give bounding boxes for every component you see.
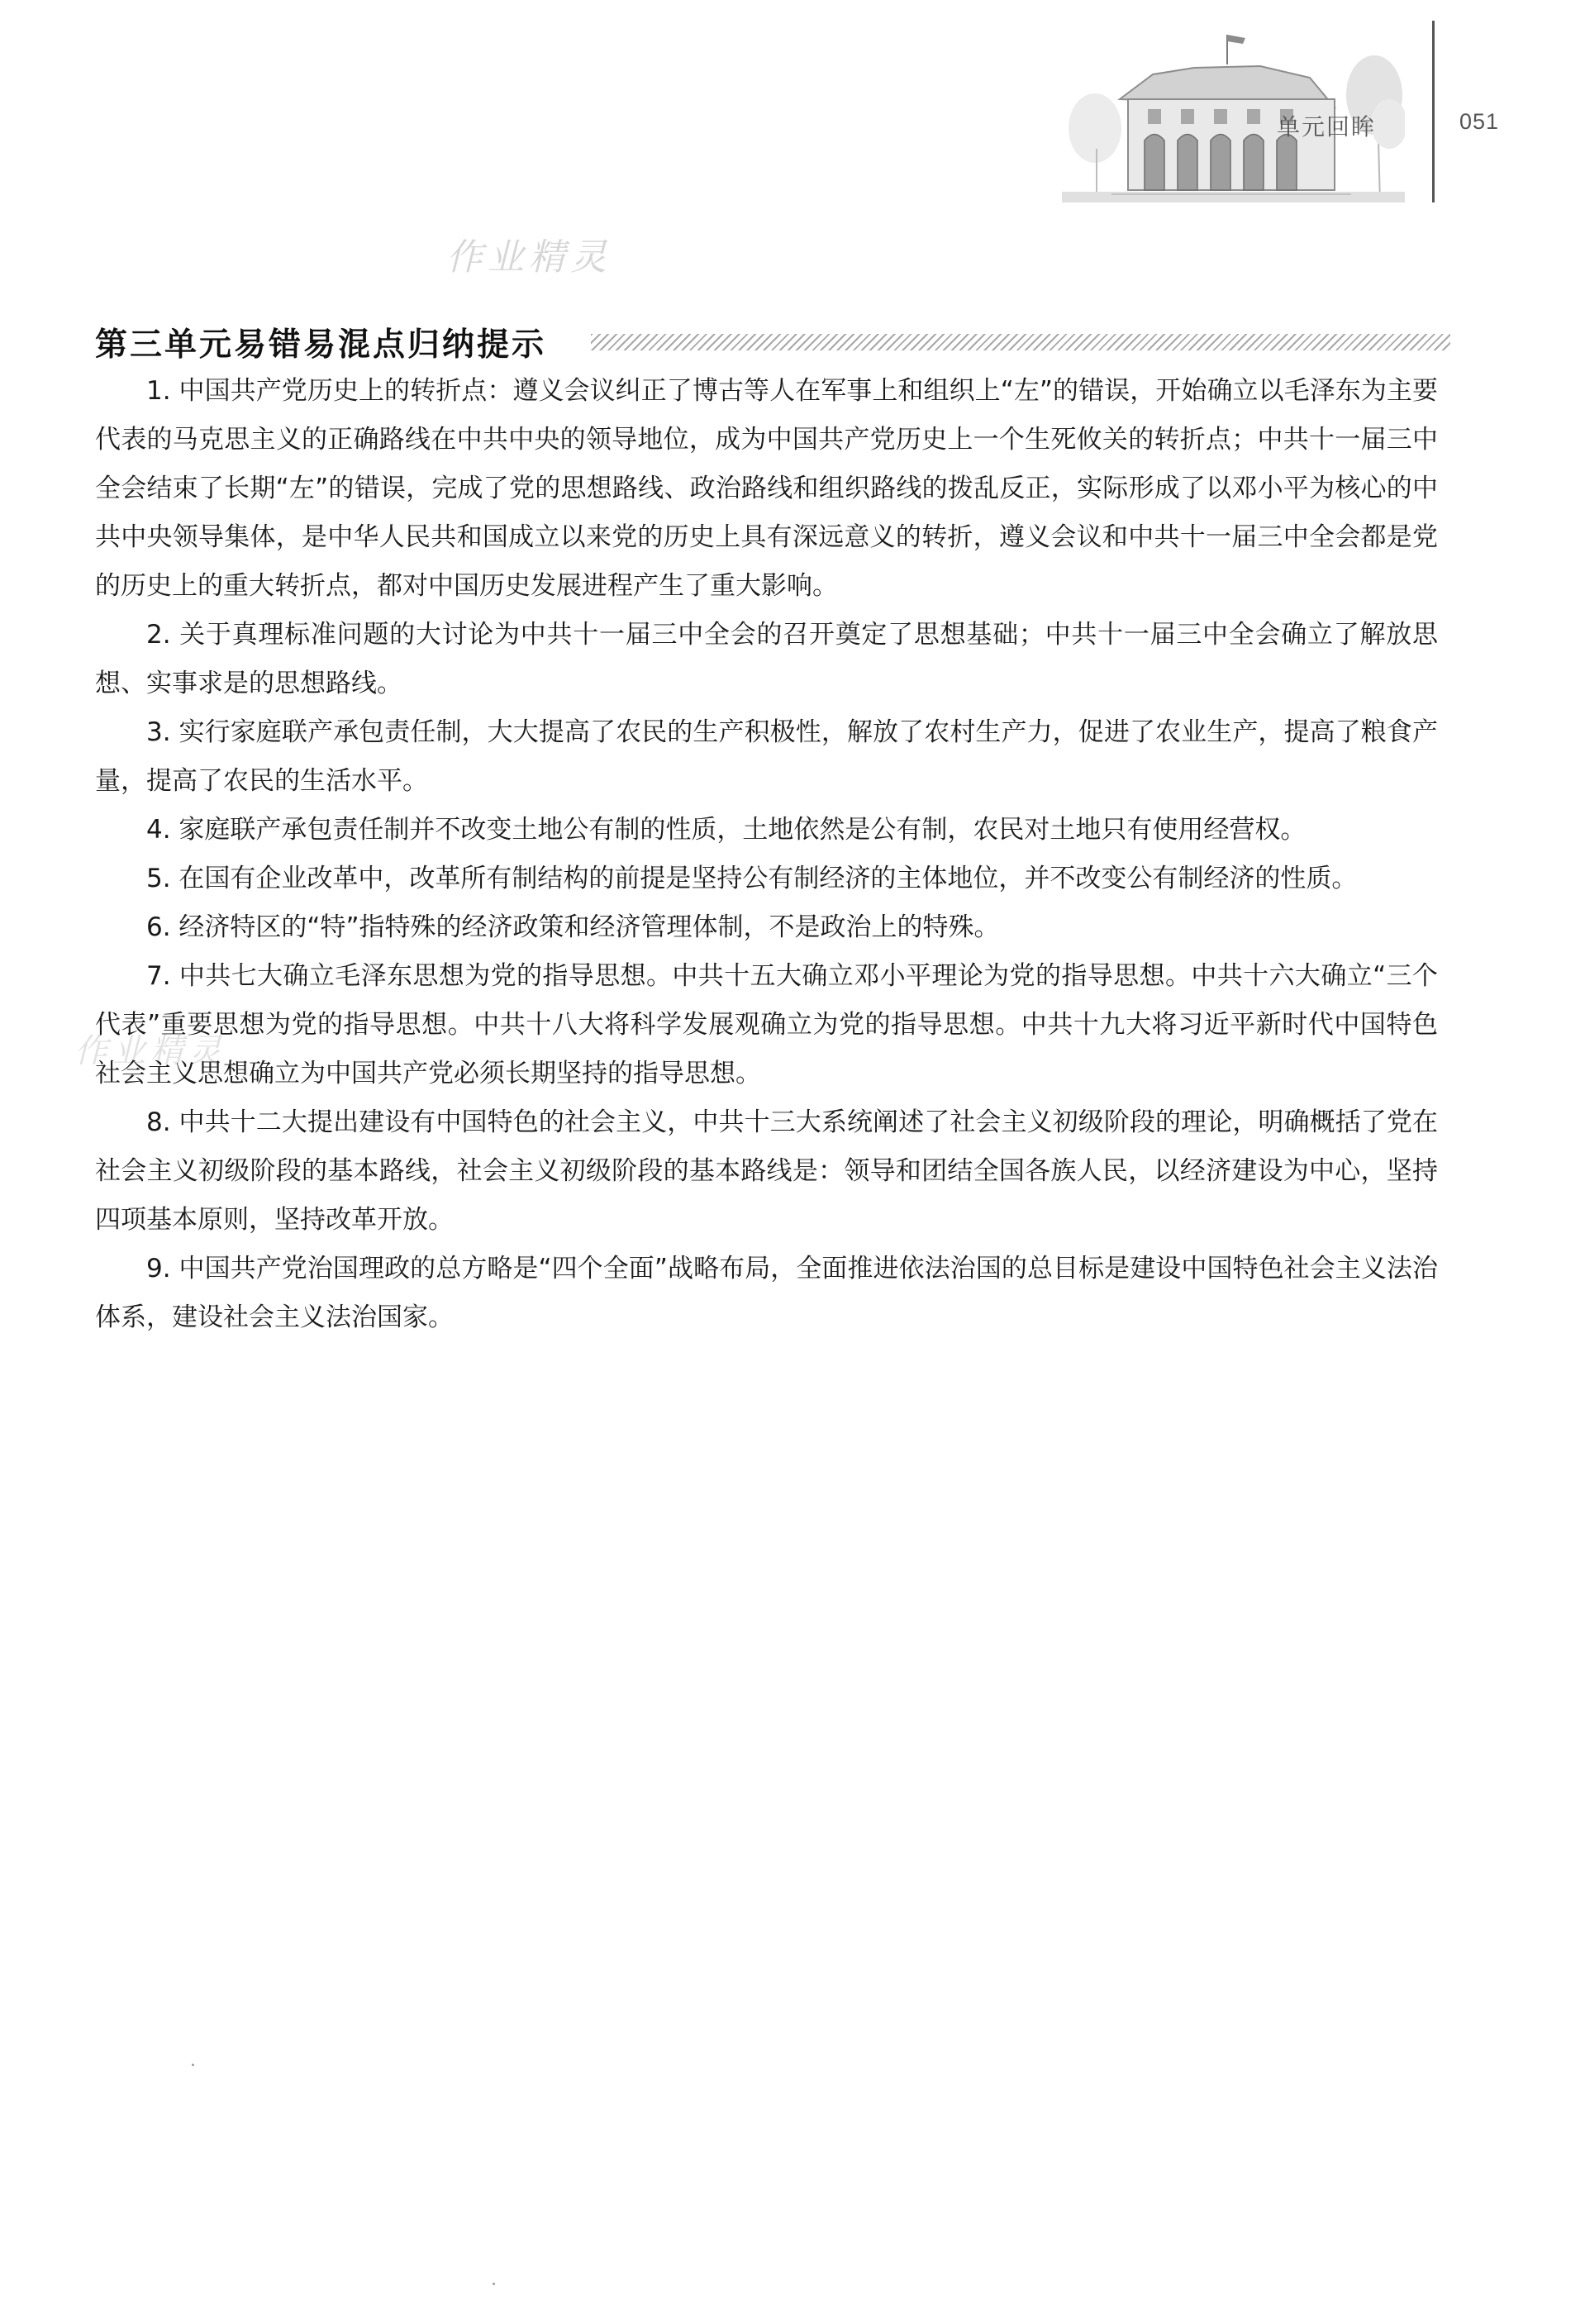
page-number: 051 [1459,109,1500,134]
summary-point-4: 4. 家庭联产承包责任制并不改变土地公有制的性质，土地依然是公有制，农民对土地只有使用经营权。 [146,815,1307,845]
summary-point-3: 3. 实行家庭联产承包责任制，大大提高了农民的生产积极性，解放了农村生产力，促进了农业生产，提高了粮食产量，提高了农民的生活水平。 [95,717,1438,796]
summary-points [95,367,1438,1342]
summary-point-9: 9. 中国共产党治国理政的总方略是“四个全面”战略布局，全面推进依法治国的总目标是建设中国特色社会主义法治体系，建设社会主义法治国家。 [95,1254,1438,1332]
section-title: 第三单元易错易混点归纳提示 [95,326,547,364]
scan-speck [192,2064,194,2066]
header-section-title: 单元回眸 [1277,113,1377,140]
watermark: 作业精灵 [446,236,612,279]
summary-point-5: 5. 在国有企业改革中，改革所有制结构的前提是坚持公有制经济的主体地位，并不改变公有制经济的性质。 [146,864,1358,893]
summary-point-6: 6. 经济特区的“特”指特殊的经济政策和经济管理体制，不是政治上的特殊。 [146,912,1000,942]
header-divider [1432,21,1435,202]
summary-point-8: 8. 中共十二大提出建设有中国特色的社会主义，中共十三大系统阐述了社会主义初级阶段的理论，明确概括了党在社会主义初级阶段的基本路线，社会主义初级阶段的基本路线是：领导和团结全国各族人民，以经济建设为中心，坚持四项基本原则，坚持改革开放。 [95,1107,1438,1235]
summary-point-1: 1. 中国共产党历史上的转折点：遵义会议纠正了博古等人在军事上和组织上“左”的错误，开始确立以毛泽东为主要代表的马克思主义的正确路线在中共中央的领导地位，成为中国共产党历史上一个生死攸关的转折点；中共十一届三中全会结束了长期“左”的错误，完成了党的思想路线、政治路线和组织路线的拨乱反正，实际形成了以邓小平为核心的中共中央领导集体，是中华人民共和国成立以来党的历史上具有深远意义的转折，遵义会议和中共十一届三中全会都是党的历史上的重大转折点，都对中国历史发展进程产生了重大影响。 [95,376,1438,601]
heading-hatch-decoration [591,334,1450,350]
section-heading [95,319,1450,364]
summary-point-7: 7. 中共七大确立毛泽东思想为党的指导思想。中共十五大确立邓小平理论为党的指导思想。中共十六大确立“三个代表”重要思想为党的指导思想。中共十八大将科学发展观确立为党的指导思想。中共十九大将习近平新时代中国特色社会主义思想确立为中国共产党必须长期坚持的指导思想。 [95,961,1438,1088]
scan-speck [493,2283,495,2285]
summary-point-2: 2. 关于真理标准问题的大讨论为中共十一届三中全会的召开奠定了思想基础；中共十一届三中全会确立了解放思想、实事求是的思想路线。 [95,620,1438,698]
watermark-faint: 作业精灵 [74,1032,226,1070]
